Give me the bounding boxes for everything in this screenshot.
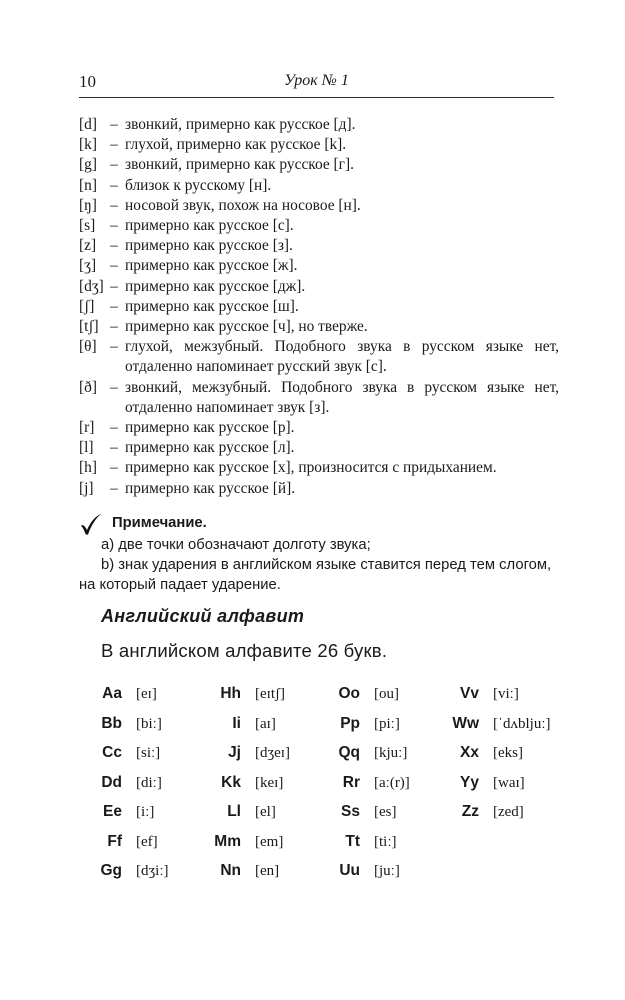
- alphabet-transcription: [dʒeɪ]: [255, 745, 290, 761]
- sound-symbol: [z]: [79, 237, 97, 255]
- section-title-alphabet: Английский алфавит: [101, 606, 305, 626]
- alphabet-transcription: [waɪ]: [493, 774, 525, 791]
- alphabet-transcription: [siː]: [136, 745, 161, 761]
- sound-row: [79, 155, 559, 175]
- sound-dash: –: [110, 116, 118, 133]
- sound-row: [79, 418, 559, 438]
- alphabet-letter: Ff: [107, 832, 122, 850]
- alphabet-transcription: [aɪ]: [255, 715, 276, 732]
- alphabet-letter: Aa: [102, 685, 122, 702]
- sound-row: [79, 458, 559, 478]
- note-title-row: [79, 512, 555, 536]
- sound-row: [79, 135, 559, 155]
- alphabet-transcription: [es]: [374, 804, 397, 820]
- sound-dash: –: [110, 338, 118, 356]
- alphabet-entry: [0, 715, 625, 745]
- alphabet-letter: Uu: [339, 862, 360, 879]
- sound-dash: –: [110, 217, 118, 235]
- alphabet-letter: Ll: [227, 803, 241, 820]
- sound-dash: –: [110, 156, 118, 174]
- alphabet-transcription: [em]: [255, 833, 284, 850]
- sound-row: [79, 196, 559, 216]
- sound-description: близок к русскому [н].: [125, 176, 272, 194]
- alphabet-transcription: [eɪ]: [136, 686, 157, 702]
- running-head: Урок № 1: [284, 72, 349, 89]
- alphabet-transcription: [keɪ]: [255, 774, 284, 791]
- sound-symbol: [θ]: [79, 338, 97, 356]
- alphabet-transcription: [ˈdʌbljuː]: [493, 715, 551, 732]
- sound-dash: –: [110, 459, 118, 477]
- alphabet-letter: Cc: [102, 744, 122, 761]
- alphabet-letter: Oo: [338, 685, 360, 702]
- sound-dash: –: [110, 136, 118, 154]
- sound-symbol: [s]: [79, 217, 96, 235]
- alphabet-intro: В английском алфавите 26 букв.: [101, 640, 388, 661]
- alphabet-letter: Rr: [342, 773, 360, 791]
- sound-description: примерно как русское [дж].: [125, 277, 306, 295]
- alphabet-transcription: [kjuː]: [374, 745, 408, 761]
- sound-description: звонкий, примерно как русское [д].: [125, 116, 356, 133]
- sound-row: [79, 297, 559, 317]
- sound-dash: –: [110, 378, 118, 396]
- alphabet-letter: Mm: [214, 832, 241, 850]
- alphabet-letter: Xx: [460, 744, 479, 761]
- sound-description: звонкий, межзубный. Подобного звука в русском языке нет, отдаленно напоминает звук [з].: [125, 378, 559, 416]
- sound-symbol: [ʒ]: [79, 257, 97, 275]
- alphabet-transcription: [dʒiː]: [136, 863, 169, 879]
- alphabet-letter: Ee: [103, 803, 122, 820]
- sound-list: [79, 115, 559, 499]
- alphabet-letter: Qq: [338, 744, 360, 761]
- sound-row: [79, 176, 559, 196]
- sound-row: [79, 236, 559, 256]
- alphabet-letter: Ss: [341, 803, 360, 820]
- page-header: [79, 71, 554, 98]
- sound-row: [79, 216, 559, 236]
- page-number: 10: [79, 72, 96, 91]
- alphabet-letter: Pp: [340, 714, 360, 732]
- alphabet-letter: Zz: [461, 803, 479, 820]
- alphabet-transcription: [juː]: [374, 863, 400, 879]
- sound-description: примерно как русское [з].: [125, 237, 293, 255]
- sound-dash: –: [110, 297, 118, 315]
- alphabet-letter: Ww: [452, 714, 479, 732]
- sound-dash: –: [110, 439, 118, 457]
- sound-dash: –: [110, 318, 118, 336]
- alphabet-transcription: [en]: [255, 863, 280, 879]
- alphabet-transcription: [el]: [255, 804, 276, 820]
- sound-row: [79, 438, 559, 458]
- sound-description: примерно как русское [л].: [125, 439, 295, 457]
- alphabet-transcription: [ou]: [374, 686, 399, 702]
- sound-dash: –: [110, 196, 118, 214]
- sound-description: примерно как русское [ж].: [125, 257, 298, 275]
- note-line-a: a) две точки обозначают долготу звука;: [101, 537, 371, 553]
- sound-description: примерно как русское [ч], но тверже.: [125, 318, 368, 336]
- sound-dash: –: [110, 237, 118, 255]
- sound-description: звонкий, примерно как русское [г].: [125, 156, 354, 174]
- sound-dash: –: [110, 479, 118, 497]
- sound-dash: –: [110, 176, 118, 194]
- sound-description: глухой, примерно как русское [k].: [125, 136, 347, 154]
- checkmark-icon: [79, 512, 103, 536]
- alphabet-letter: Vv: [460, 685, 479, 702]
- alphabet-entry: [0, 744, 625, 774]
- sound-symbol: [dʒ]: [79, 277, 104, 295]
- sound-symbol: [k]: [79, 136, 97, 154]
- sound-symbol: [h]: [79, 459, 97, 477]
- alphabet-entry: [0, 833, 625, 863]
- sound-row: [79, 256, 559, 276]
- sound-row: [79, 115, 559, 135]
- sound-row: [79, 277, 559, 297]
- alphabet-transcription: [biː]: [136, 715, 162, 732]
- alphabet-transcription: [ef]: [136, 833, 158, 850]
- sound-row: [79, 317, 559, 337]
- alphabet-transcription: [piː]: [374, 715, 400, 732]
- alphabet-column: [0, 685, 625, 833]
- alphabet-entry: [0, 862, 625, 892]
- alphabet-letter: Bb: [101, 714, 122, 732]
- sound-dash: –: [110, 277, 118, 295]
- alphabet-transcription: [viː]: [493, 686, 519, 702]
- sound-symbol: [j]: [79, 479, 94, 497]
- alphabet-transcription: [iː]: [136, 804, 155, 820]
- sound-row: [79, 378, 559, 418]
- note-title: Примечание.: [112, 515, 207, 532]
- alphabet-transcription: [aː(r)]: [374, 774, 410, 791]
- sound-dash: –: [110, 419, 118, 437]
- sound-description: примерно как русское [х], произносится с придыханием.: [125, 459, 497, 477]
- sound-symbol: [tʃ]: [79, 318, 99, 336]
- sound-symbol: [g]: [79, 156, 97, 174]
- note-block: [79, 512, 555, 595]
- alphabet-transcription: [zed]: [493, 804, 524, 820]
- sound-description: носовой звук, похож на носовое [н].: [125, 196, 361, 214]
- sound-symbol: [ʃ]: [79, 297, 95, 315]
- alphabet-entry: [0, 803, 625, 833]
- alphabet-letter: Hh: [220, 685, 241, 702]
- alphabet-transcription: [eks]: [493, 745, 523, 761]
- sound-description: примерно как русское [с].: [125, 217, 294, 235]
- note-line-b-continued: на который падает ударение.: [79, 576, 281, 593]
- alphabet-entry: [0, 774, 625, 804]
- alphabet-transcription: [eɪtʃ]: [255, 686, 285, 702]
- sound-dash: –: [110, 257, 118, 275]
- sound-symbol: [l]: [79, 439, 94, 457]
- sound-description: глухой, межзубный. Подобного звука в русском языке нет, отдаленно напоминает русский звук [с].: [125, 338, 559, 376]
- alphabet-letter: Yy: [460, 773, 479, 791]
- sound-row: [79, 479, 559, 499]
- alphabet-letter: Ii: [232, 714, 241, 732]
- note-line-b: b) знак ударения в английском языке ставится перед тем слогом,: [101, 556, 552, 573]
- alphabet-letter: Nn: [220, 862, 241, 879]
- alphabet-entry: [0, 685, 625, 715]
- sound-description: примерно как русское [й].: [125, 479, 296, 497]
- sound-symbol: [ŋ]: [79, 196, 97, 214]
- sound-row: [79, 337, 559, 377]
- alphabet-letter: Dd: [101, 773, 122, 791]
- alphabet-letter: Gg: [100, 862, 122, 879]
- sound-symbol: [ð]: [79, 378, 97, 396]
- sound-symbol: [r]: [79, 419, 95, 437]
- alphabet-transcription: [diː]: [136, 774, 162, 791]
- sound-description: примерно как русское [р].: [125, 419, 295, 437]
- alphabet-letter: Jj: [228, 744, 241, 761]
- alphabet-letter: Kk: [221, 773, 241, 791]
- sound-symbol: [d]: [79, 116, 97, 133]
- alphabet-letter: Tt: [345, 832, 360, 850]
- sound-symbol: [n]: [79, 176, 97, 194]
- alphabet-transcription: [tiː]: [374, 833, 397, 850]
- sound-description: примерно как русское [ш].: [125, 297, 299, 315]
